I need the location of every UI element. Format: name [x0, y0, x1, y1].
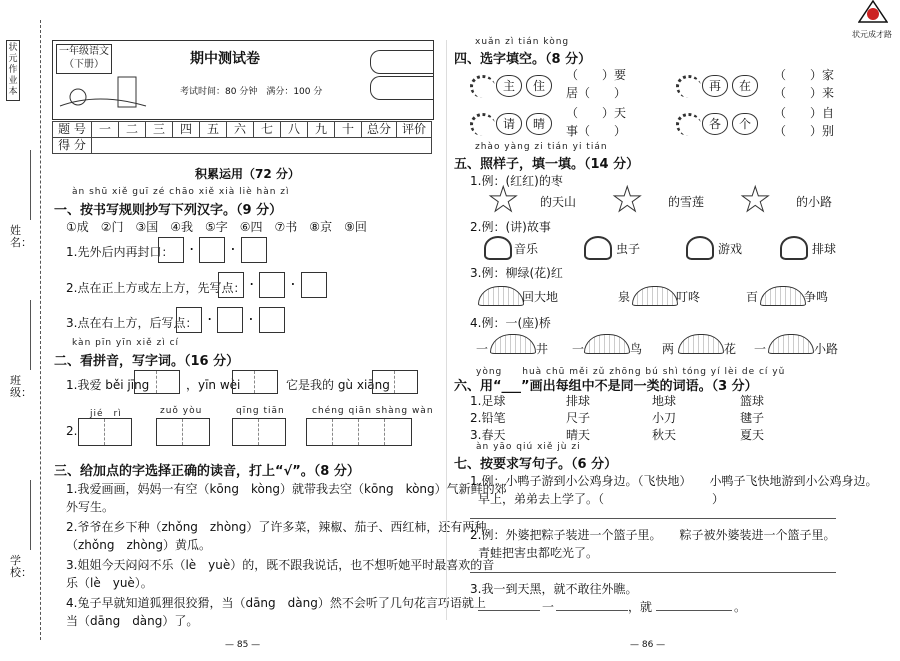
q2-py-3: qīng tiān: [236, 406, 285, 416]
fan-icon[interactable]: [490, 334, 536, 354]
school-line[interactable]: [30, 480, 31, 550]
fan-icon[interactable]: [584, 334, 630, 354]
score-input-row[interactable]: [91, 137, 432, 154]
snail-icon[interactable]: [484, 236, 512, 260]
q5-e3-w2: 泉: [618, 290, 631, 304]
q4-a3[interactable]: （ ）天: [566, 106, 627, 120]
star-icon[interactable]: ★: [740, 180, 771, 220]
q6-pinyin: yòng huà chū měi zǔ zhōng bú shì tóng yí lèi de cí yǔ: [476, 367, 786, 377]
q4-a4[interactable]: 事（ ）: [566, 124, 627, 138]
q6-r2-0[interactable]: 2.铅笔: [470, 411, 506, 425]
q2-line1b: ，yīn wèi: [186, 378, 241, 392]
q7-s3b: 一: [542, 600, 555, 614]
brand-text: 状元成才路: [852, 30, 892, 39]
q5-e4-w7: 一: [754, 342, 767, 356]
exam-info: 考试时间：80 分钟 满分：100 分: [180, 87, 323, 97]
q7-answer-line-1[interactable]: [470, 518, 836, 519]
q1-line3: 3.点在右上方，后写点：: [66, 316, 198, 330]
score-head-6: 六: [226, 121, 254, 138]
header-stripe-2: [370, 76, 433, 100]
q4-pair1-b: 住: [526, 75, 552, 97]
score-head-7: 七: [253, 121, 281, 138]
q4-b1[interactable]: （ ）家: [774, 68, 835, 82]
grade-line1: 一年级语文: [59, 46, 109, 57]
q2-grid-3[interactable]: [372, 370, 418, 394]
fan-icon[interactable]: [632, 286, 678, 306]
q4-b3[interactable]: （ ）自: [774, 106, 835, 120]
q5-e3-w4: 百: [746, 290, 759, 304]
star-icon[interactable]: ★: [488, 180, 519, 220]
q7-s1b: 早上，弟弟去上学了。（ ）: [478, 492, 725, 506]
fan-icon[interactable]: [768, 334, 814, 354]
score-head-11: 总分: [361, 121, 397, 138]
q4-pair2-a: 再: [702, 75, 728, 97]
q7-pinyin: àn yāo qiú xiě jù zi: [476, 442, 581, 452]
page-number-left: — 85 —: [225, 640, 261, 650]
q5-e2: 2.例：(讲)故事: [470, 220, 551, 234]
q4-a1[interactable]: （ ）要: [566, 68, 627, 82]
name-line[interactable]: [30, 150, 31, 220]
score-head-8: 八: [280, 121, 308, 138]
q1-answer-boxes-2[interactable]: · ·: [218, 272, 327, 298]
q7-title: 七、按要求写句子。（6 分）: [454, 457, 618, 472]
q5-title: 五、照样子，填一填。（14 分）: [454, 157, 640, 172]
q5-e4-w3: 一: [572, 342, 585, 356]
q5-e3: 3.例：柳绿(花)红: [470, 266, 563, 280]
logo-shield-icon: [858, 0, 888, 26]
star-icon[interactable]: ★: [612, 180, 643, 220]
q3-s4: 4.兔子早就知道狐狸很狡猾，当（dāng dàng）然不会听了几句花言巧语就上: [66, 596, 486, 610]
q1-title: 一、按书写规则抄写下列汉字。（9 分）: [54, 203, 283, 218]
q5-e4-w6: 花: [724, 342, 737, 356]
q2-grid-1[interactable]: [134, 370, 180, 394]
q4-pair2-b: 在: [732, 75, 758, 97]
q5-e3-w5: 争鸣: [804, 290, 829, 304]
score-head-10: 十: [334, 121, 362, 138]
score-head-5: 五: [199, 121, 227, 138]
fan-icon[interactable]: [678, 334, 724, 354]
q6-r3-0[interactable]: 3.春天: [470, 428, 506, 442]
exam-title: 期中测试卷: [190, 51, 260, 67]
q2-grid-5[interactable]: [156, 418, 210, 446]
brand-logo: [858, 0, 888, 26]
q5-e1-w3: 的小路: [796, 195, 833, 209]
q6-r3-1[interactable]: 晴天: [566, 428, 591, 442]
q1-pinyin: àn shū xiě guī zé chāo xiě xià liè hàn zì: [72, 187, 290, 197]
q2-grid-4[interactable]: [78, 418, 132, 446]
score-head-1: 一: [91, 121, 119, 138]
q2-title: 二、看拼音，写字词。（16 分）: [54, 354, 240, 369]
q5-e2-w1: 音乐: [514, 242, 539, 256]
score-head-9: 九: [307, 121, 335, 138]
q3-s4b: 当（dāng dàng）了。: [66, 614, 199, 628]
q5-e2-w3: 游戏: [718, 242, 743, 256]
snail-icon[interactable]: [686, 236, 714, 260]
q6-title: 六、用“___”画出每组中不是同一类的词语。（3 分）: [454, 379, 758, 394]
q5-e1-w2: 的雪莲: [668, 195, 705, 209]
header-stripe-1: [370, 50, 433, 74]
q5-e4-w1: 一: [476, 342, 489, 356]
q5-pinyin: zhào yàng zi tián yi tián: [475, 142, 608, 152]
score-head-4: 四: [172, 121, 200, 138]
q3-s2: 2.爷爷在乡下种（zhǒng zhòng）了许多菜，辣椒、茄子、西红柿，还有两种: [66, 520, 487, 534]
q6-r1-3[interactable]: 篮球: [740, 394, 765, 408]
q6-r2-3[interactable]: 毽子: [740, 411, 765, 425]
snail-icon[interactable]: [780, 236, 808, 260]
section-a-heading: 积累运用（72 分）: [195, 167, 300, 181]
q7-answer-line-2[interactable]: [470, 572, 836, 573]
score-head-0: 题 号: [52, 121, 92, 138]
fold-line: [40, 20, 41, 640]
q5-e4-w8: 小路: [814, 342, 839, 356]
q5-e3-w3: 叮咚: [676, 290, 701, 304]
q4-a2[interactable]: 居（ ）: [566, 86, 627, 100]
q1-line2: 2.点在正上方或左上方，先写点：: [66, 281, 246, 295]
side-strip: [0, 0, 48, 661]
q6-r2-2[interactable]: 小刀: [652, 411, 677, 425]
q4-pair1-a: 主: [496, 75, 522, 97]
q3-s2b: （zhǒng zhòng）黄瓜。: [66, 538, 211, 552]
q2-py-2: zuǒ yòu: [160, 406, 203, 416]
q5-e4-w4: 鸟: [630, 342, 643, 356]
header-illustration: [58, 72, 148, 112]
grade-line2: （下册）: [64, 59, 104, 70]
q6-r1-0[interactable]: 1.足球: [470, 394, 506, 408]
hedgehog-icon: [470, 75, 495, 98]
q5-e2-w4: 排球: [812, 242, 837, 256]
side-tag: 状元作业本: [6, 40, 20, 101]
q3-s3b: 乐（lè yuè）。: [66, 576, 153, 590]
q2-grid-2[interactable]: [232, 370, 278, 394]
q6-r1-2[interactable]: 地球: [652, 394, 677, 408]
q1-chars: ①成 ②门 ③国 ④我 ⑤字 ⑥四 ⑦书 ⑧京 ⑨回: [66, 220, 367, 234]
score-head-2: 二: [118, 121, 146, 138]
q3-s1b: 外写生。: [66, 500, 115, 514]
q6-r2-1[interactable]: 尺子: [566, 411, 591, 425]
score-head-3: 三: [145, 121, 173, 138]
q4-b2[interactable]: （ ）来: [774, 86, 835, 100]
school-label: 学校：: [10, 554, 32, 579]
class-label: 班级：: [10, 374, 32, 399]
page-divider: [446, 40, 447, 620]
q7-blank-1[interactable]: [478, 610, 540, 611]
q2-line2: 2.: [66, 424, 78, 438]
q5-e1: 1.例：(红红)的枣: [470, 174, 563, 188]
q7-s2: 2.例：外婆把粽子装进一个篮子里。 粽子被外婆装进一个篮子里。: [470, 528, 836, 542]
q4-pair4-a: 各: [702, 113, 728, 135]
score-row-label: 得 分: [52, 137, 92, 154]
hedgehog-icon: [470, 113, 495, 136]
page-number-right: — 86 —: [630, 640, 666, 650]
q7-end-mark: 。: [734, 600, 747, 614]
q7-s1: 1.例：小鸭子游到小公鸡身边。（飞快地） 小鸭子飞快地游到小公鸡身边。: [470, 474, 878, 488]
q5-e4: 4.例：一(座)桥: [470, 316, 551, 330]
fan-icon[interactable]: [478, 286, 524, 306]
hedgehog-icon: [676, 113, 701, 136]
q5-e4-w5: 两: [662, 342, 675, 356]
score-head-12: 评价: [396, 121, 432, 138]
q2-line1a: 1.我爱 běi jīng: [66, 378, 150, 392]
q4-pair3-a: 请: [496, 113, 522, 135]
q7-s2b: 青蛙把害虫都吃光了。: [478, 546, 599, 560]
q5-e1-w1: 的天山: [540, 195, 577, 209]
q2-py-1: jié rì: [90, 409, 122, 419]
q4-title: 四、选字填空。（8 分）: [454, 52, 592, 67]
q6-r3-2[interactable]: 秋天: [652, 428, 677, 442]
grade-label: [56, 44, 112, 74]
q1-line1: 1.先外后内再封口：: [66, 245, 174, 259]
hedgehog-icon: [676, 75, 701, 98]
q5-e3-w1: 回大地: [522, 290, 559, 304]
q4-pair3-b: 晴: [526, 113, 552, 135]
q2-grid-6[interactable]: [232, 418, 286, 446]
q7-s3: 3.我一到天黑，就不敢往外瞧。: [470, 582, 638, 596]
q4-b4[interactable]: （ ）别: [774, 124, 835, 138]
q6-r3-3[interactable]: 夏天: [740, 428, 765, 442]
q5-e2-w2: 虫子: [616, 242, 641, 256]
q2-line1c: 它是我的 gù xiāng: [286, 378, 390, 392]
q7-blank-2[interactable]: [556, 610, 628, 611]
q4-pair4-b: 个: [732, 113, 758, 135]
class-line[interactable]: [30, 300, 31, 370]
q1-answer-boxes-3[interactable]: · ·: [176, 307, 285, 333]
q7-s3c: ，就: [628, 600, 653, 614]
q6-r1-1[interactable]: 排球: [566, 394, 591, 408]
q2-py-4: chéng qiān shàng wàn: [312, 406, 434, 416]
q3-s3: 3.姐姐今天闷闷不乐（lè yuè）的，既不跟我说话，也不想听她平时最喜欢的音: [66, 558, 495, 572]
q4-pinyin: xuǎn zì tián kòng: [475, 37, 570, 47]
q1-answer-boxes-1[interactable]: · ·: [158, 237, 267, 263]
name-label: 姓名：: [10, 224, 32, 249]
q3-title: 三、给加点的字选择正确的读音，打上“√”。（8 分）: [54, 464, 360, 479]
q2-pinyin: kàn pīn yīn xiě zì cí: [72, 338, 180, 348]
fan-icon[interactable]: [760, 286, 806, 306]
q2-grid-7[interactable]: [306, 418, 412, 446]
q7-blank-3[interactable]: [656, 610, 732, 611]
q5-e4-w2: 井: [536, 342, 549, 356]
q3-s1: 1.我爱画画，妈妈一有空（kōng kòng）就带我去空（kōng kòng）气新鲜的郊: [66, 482, 507, 496]
snail-icon[interactable]: [584, 236, 612, 260]
